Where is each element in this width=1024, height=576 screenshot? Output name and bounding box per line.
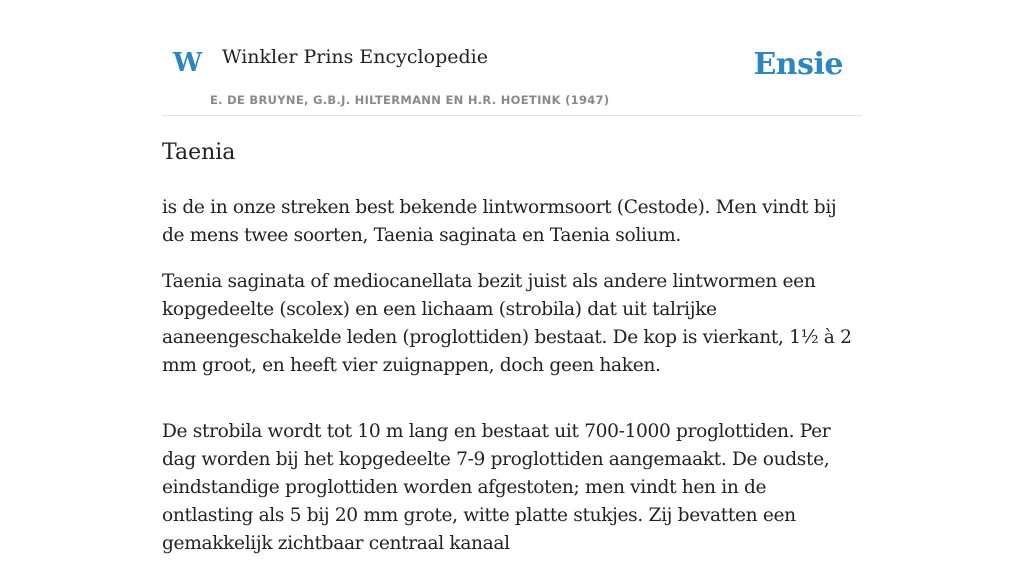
article-paragraph: Taenia saginata of mediocanellata bezit juist als andere lintwormen een kopgedeelte (scolex) en een lichaam (strobila) dat uit talrijke aaneengeschakelde leden (proglottiden) bestaat. De kop is vierkant, 1½ à 2 mm groot, en heeft vier zuignappen, doch geen haken. (162, 271, 852, 377)
source-authors: E. DE BRUYNE, G.B.J. HILTERMANN EN H.R. HOETINK (1947) (210, 93, 610, 107)
article-title: Taenia (162, 140, 236, 165)
winkler-prins-logo[interactable]: W (173, 48, 203, 78)
source-header (162, 0, 862, 116)
article-paragraph: De strobila wordt tot 10 m lang en bestaat uit 700-1000 proglottiden. Per dag worden bij het kopgedeelte 7-9 proglottiden aangemaakt. De oudste, eindstandige proglottiden worden afgestoten; men vindt hen in de ontlasting als 5 bij 20 mm grote, witte platte stukjes. Zij bevatten een gemakkelijk zichtbaar centraal kanaal (162, 421, 831, 555)
ensie-logo[interactable]: Ensie (753, 47, 843, 82)
source-title[interactable]: Winkler Prins Encyclopedie (222, 46, 488, 68)
article-body (162, 140, 862, 576)
article-paragraph: is de in onze streken best bekende lintwormsoort (Cestode). Men vindt bij de mens twee soorten, Taenia saginata en Taenia solium. (162, 197, 837, 247)
